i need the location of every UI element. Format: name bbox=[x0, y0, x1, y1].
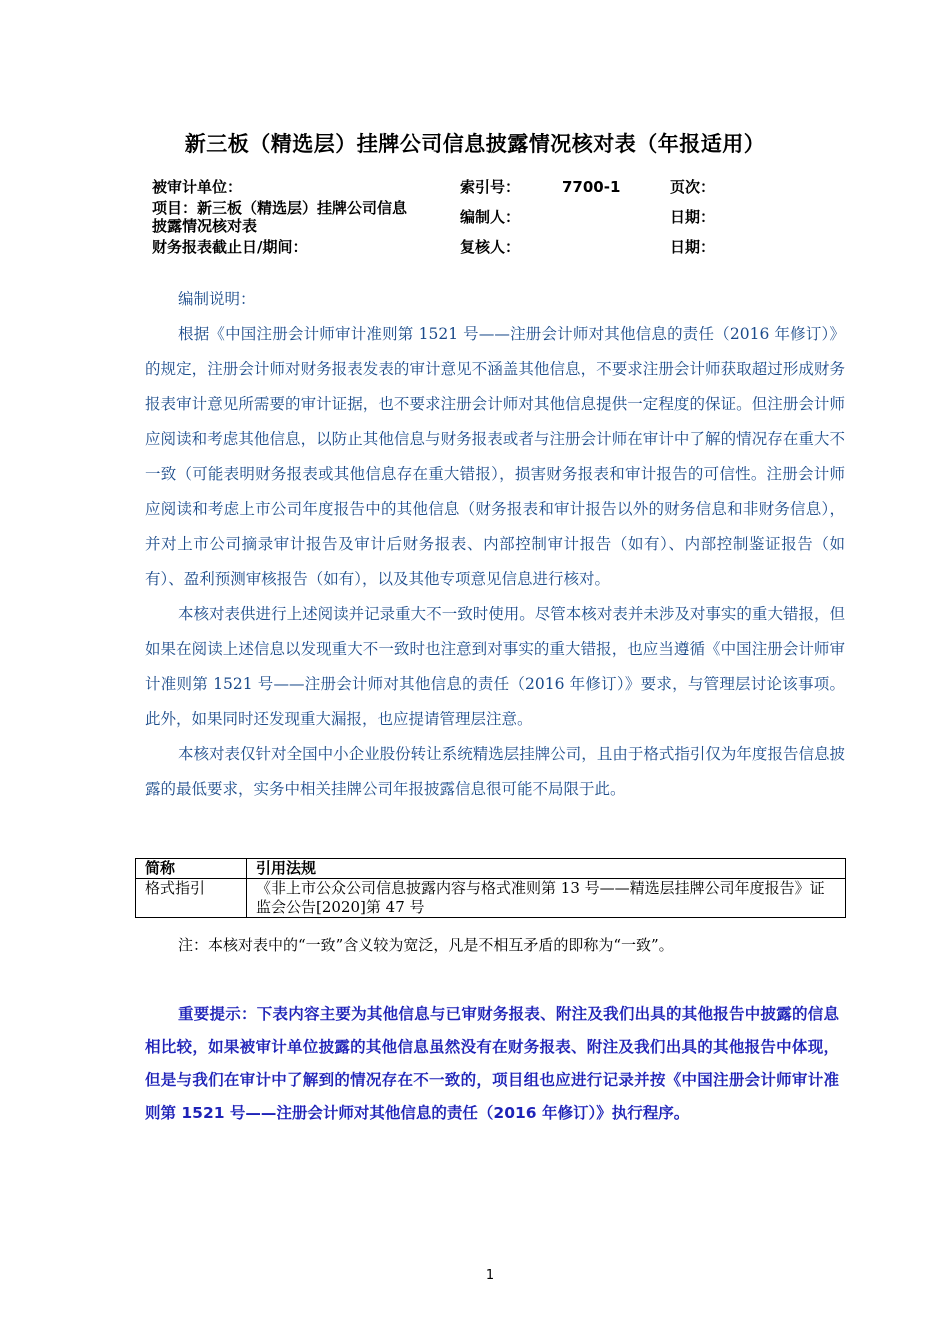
instructions-paragraph-3: 本核对表仅针对全国中小企业股份转让系统精选层挂牌公司，且由于格式指引仅为年度报告信息披露的最低要求，实务中相关挂牌公司年报披露信息很可能不局限于此。 bbox=[145, 745, 845, 798]
index-value: 7700-1 bbox=[562, 178, 621, 196]
date-label-2: 日期： bbox=[670, 238, 716, 256]
period-label: 财务报表截止日/期间： bbox=[152, 238, 308, 256]
header-abbr: 简称 bbox=[136, 859, 247, 879]
document-title: 新三板（精选层）挂牌公司信息披露情况核对表（年报适用） bbox=[184, 132, 766, 156]
table-row bbox=[136, 879, 846, 918]
instructions-paragraph-2: 本核对表供进行上述阅读并记录重大不一致时使用。尽管本核对表并未涉及对事实的重大错报，但如果在阅读上述信息以发现重大不一致时也注意到对事实的重大错报，也应当遵循《中国注册会计师审计准则第 1521 号——注册会计师对其他信息的责任（2016 年修订）》要求，与管理层讨论该事项。此外，如果同时还发现重大漏报，也应提请管理层注意。 bbox=[145, 605, 845, 728]
date-label-1: 日期： bbox=[670, 208, 716, 226]
consistency-note: 注：本核对表中的“一致”含义较为宽泛，凡是不相互矛盾的即称为“一致”。 bbox=[178, 936, 674, 954]
table-header-row bbox=[136, 859, 846, 879]
audited-unit-label: 被审计单位： bbox=[152, 178, 243, 196]
instructions-label: 编制说明： bbox=[178, 290, 256, 308]
instructions-paragraph-1: 根据《中国注册会计师审计准则第 1521 号——注册会计师对其他信息的责任（2016 年修订）》的规定，注册会计师对财务报表发表的审计意见不涵盖其他信息，不要求注册会计师获取超过形成财务报表审计意见所需要的审计证据，也不要求注册会计师对其他信息提供一定程度的保证。但注册会计师应阅读和考虑其他信息，以防止其他信息与财务报表或者与注册会计师在审计中了解的情况存在重大不一致（可能表明财务报表或其他信息存在重大错报），损害财务报表和审计报告的可信性。注册会计师应阅读和考虑上市公司年度报告中的其他信息（财务报表和审计报告以外的财务信息和非财务信息），并对上市公司摘录审计报告及审计后财务报表、内部控制审计报告（如有）、内部控制鉴证报告（如有）、盈利预测审核报告（如有），以及其他专项意见信息进行核对。 bbox=[145, 325, 845, 588]
important-notice: 重要提示：下表内容主要为其他信息与已审财务报表、附注及我们出具的其他报告中披露的信息相比较，如果被审计单位披露的其他信息虽然没有在财务报表、附注及我们出具的其他报告中体现，但是与我们在审计中了解到的情况存在不一致的，项目组也应进行记录并按《中国注册会计师审计准则第 1521 号——注册会计师对其他信息的责任（2016 年修订）》执行程序。 bbox=[145, 1005, 839, 1122]
page-number: 1 bbox=[485, 1268, 495, 1283]
project-line-2: 披露情况核对表 bbox=[152, 217, 258, 235]
index-label: 索引号： bbox=[460, 178, 521, 196]
preparer-label: 编制人： bbox=[460, 208, 521, 226]
cell-abbr: 格式指引 bbox=[136, 879, 247, 918]
reviewer-label: 复核人： bbox=[460, 238, 521, 256]
page-label: 页次： bbox=[670, 178, 716, 196]
project-line-1: 项目：新三板（精选层）挂牌公司信息 bbox=[152, 199, 408, 217]
instructions-section bbox=[145, 282, 845, 807]
cell-regulation: 《非上市公众公司信息披露内容与格式准则第 13 号——精选层挂牌公司年度报告》证监会公告[2020]第 47 号 bbox=[247, 879, 846, 918]
reference-table bbox=[135, 858, 846, 918]
header-regulation: 引用法规 bbox=[247, 859, 846, 879]
